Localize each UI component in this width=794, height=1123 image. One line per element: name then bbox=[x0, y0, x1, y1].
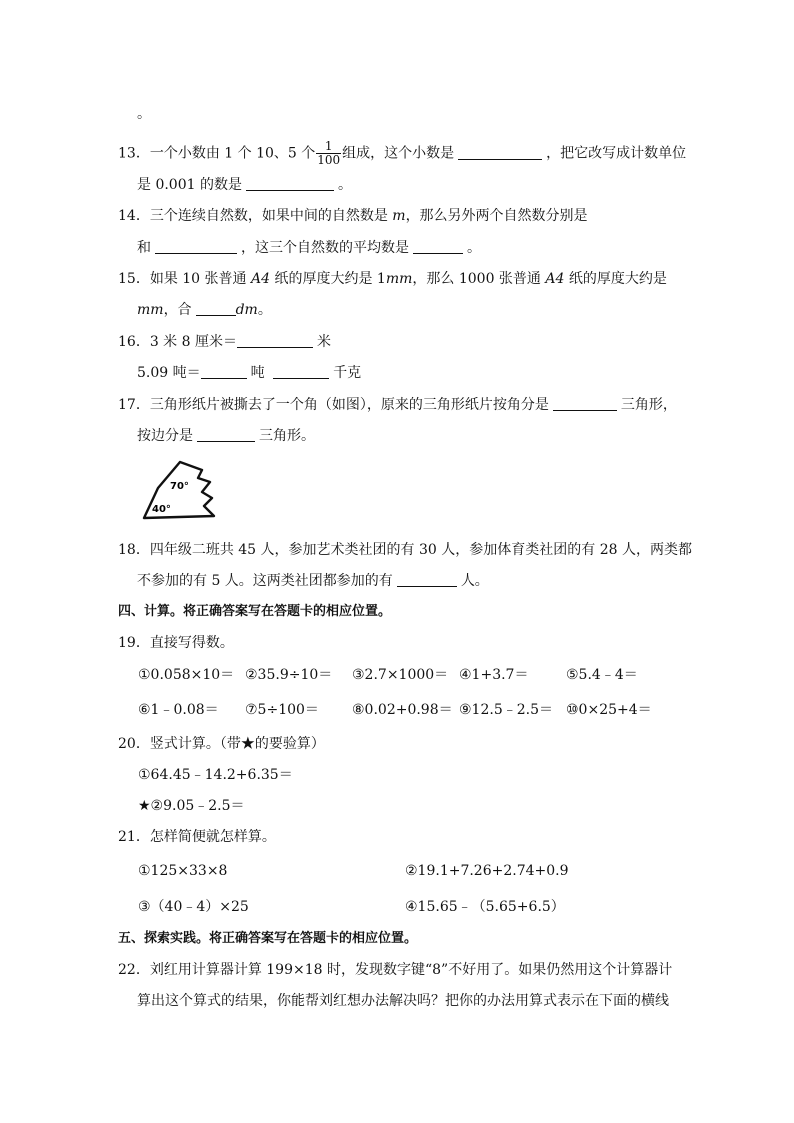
answer-blank[interactable] bbox=[458, 145, 542, 160]
question-18-line1: 18．四年级二班共 45 人，参加艺术类社团的有 30 人，参加体育类社团的有 28 人，两类都 bbox=[118, 542, 692, 558]
calc-item: ⑦5÷100＝ bbox=[245, 702, 319, 718]
question-15-line1: 15．如果 10 张普通 A4 纸的厚度大约是 1mm，那么 1000 张普通 A4 纸的厚度大约是 bbox=[118, 271, 667, 287]
calc-item: ⑤5.4﹣4＝ bbox=[566, 667, 638, 683]
simplify-item: ③（40﹣4）×25 bbox=[138, 899, 249, 915]
answer-blank[interactable] bbox=[553, 396, 617, 411]
fraction-1-100: $\frac{1}{100}$ bbox=[317, 139, 341, 167]
calc-item: ④1+3.7＝ bbox=[459, 667, 529, 683]
calc-item: ②35.9÷10＝ bbox=[245, 667, 333, 683]
angle-70-label: 70° bbox=[170, 481, 189, 492]
question-16-line1: 16．3 米 8 厘米＝ 米 bbox=[118, 334, 331, 350]
question-15-line2: mm，合 dm。 bbox=[137, 302, 272, 318]
calc-item: ①0.058×10＝ bbox=[138, 667, 235, 683]
calc-item: ⑨12.5﹣2.5＝ bbox=[459, 702, 553, 718]
answer-blank[interactable] bbox=[413, 239, 463, 254]
leading-punctuation: 。 bbox=[137, 106, 151, 122]
answer-blank[interactable] bbox=[397, 572, 457, 587]
calc-item: ⑥1﹣0.08＝ bbox=[138, 702, 219, 718]
question-16-line2: 5.09 吨＝ 吨 千克 bbox=[137, 365, 362, 381]
question-21-title: 21．怎样简便就怎样算。 bbox=[118, 829, 276, 845]
calc-item: ⑧0.02+0.98＝ bbox=[352, 702, 453, 718]
question-14-line2: 和 ，这三个自然数的平均数是 。 bbox=[137, 240, 481, 256]
question-13-line1: 13．一个小数由 1 个 10、5 个 $\frac{1}{100}$ 组成，这个小数是 ，把它改写成计数单位 bbox=[118, 139, 687, 167]
question-22-line2: 算出这个算式的结果，你能帮刘红想办法解决吗？把你的办法用算式表示在下面的横线 bbox=[137, 993, 669, 1009]
answer-blank[interactable] bbox=[246, 176, 334, 191]
question-14-line1: 14．三个连续自然数，如果中间的自然数是 m，那么另外两个自然数分别是 bbox=[118, 208, 588, 224]
answer-blank[interactable] bbox=[201, 364, 247, 379]
answer-blank[interactable] bbox=[155, 239, 237, 254]
answer-blank[interactable] bbox=[196, 301, 236, 316]
question-18-line2: 不参加的有 5 人。这两类社团都参加的有 人。 bbox=[137, 573, 489, 589]
vertical-calc-item-2: ★②9.05﹣2.5＝ bbox=[138, 798, 245, 814]
question-number: 13． bbox=[118, 145, 150, 162]
section-5-heading: 五、探索实践。将正确答案写在答题卡的相应位置。 bbox=[118, 931, 418, 946]
answer-blank[interactable] bbox=[237, 333, 313, 348]
calc-item: ③2.7×1000＝ bbox=[352, 667, 449, 683]
question-13-line2: 是 0.001 的数是 。 bbox=[137, 177, 352, 193]
question-19-title: 19．直接写得数。 bbox=[118, 635, 234, 651]
simplify-item: ②19.1+7.26+2.74+0.9 bbox=[405, 863, 569, 879]
question-17-line1: 17．三角形纸片被撕去了一个角（如图），原来的三角形纸片按角分是 三角形， bbox=[118, 397, 677, 413]
section-4-heading: 四、计算。将正确答案写在答题卡的相应位置。 bbox=[118, 604, 392, 619]
simplify-item: ①125×33×8 bbox=[138, 863, 228, 879]
question-17-line2: 按边分是 三角形。 bbox=[137, 428, 315, 444]
angle-40-label: 40° bbox=[152, 504, 171, 515]
vertical-calc-item-1: ①64.45﹣14.2+6.35＝ bbox=[138, 767, 293, 783]
question-22-line1: 22．刘红用计算器计算 199×18 时，发现数字键“8”不好用了。如果仍然用这个计算器计 bbox=[118, 962, 673, 978]
question-20-title: 20．竖式计算。（带★的要验算） bbox=[118, 736, 325, 752]
answer-blank[interactable] bbox=[273, 364, 329, 379]
calc-item: ⑩0×25+4＝ bbox=[566, 702, 652, 718]
torn-triangle-figure bbox=[140, 458, 218, 526]
simplify-item: ④15.65﹣（5.65+6.5） bbox=[405, 899, 565, 915]
answer-blank[interactable] bbox=[197, 427, 255, 442]
